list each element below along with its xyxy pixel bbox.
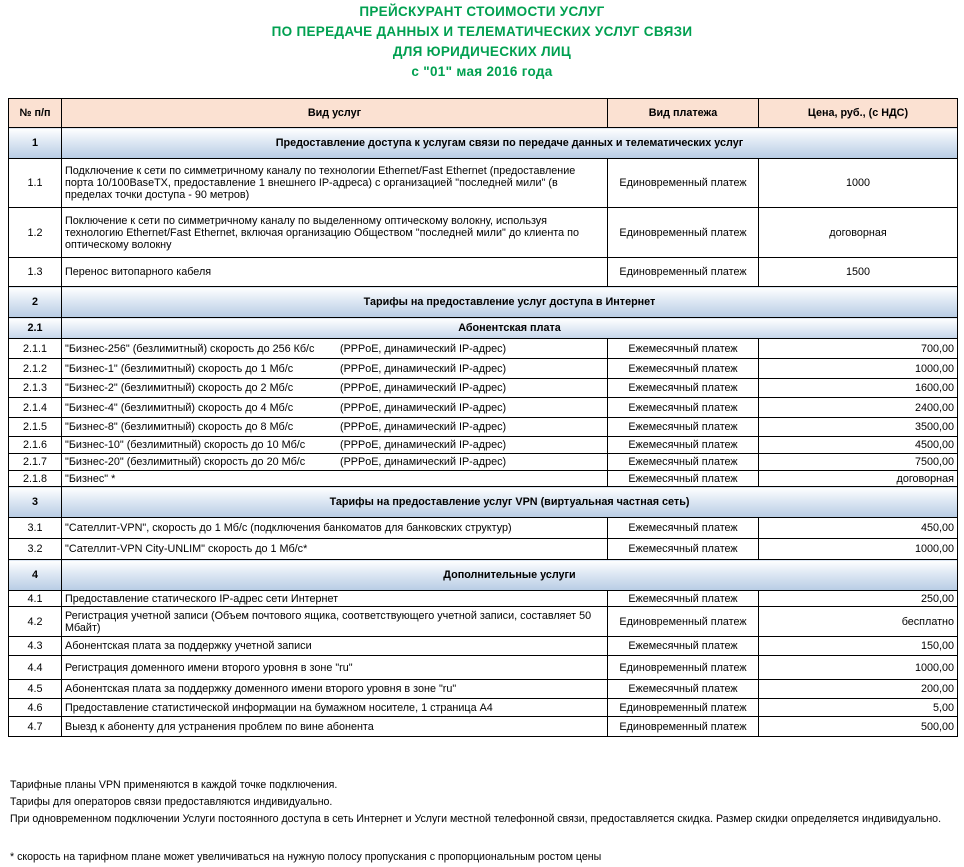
row-service xyxy=(62,591,608,607)
row-service-extra: (PPPoE, динамический IP-адрес) xyxy=(340,362,507,375)
row-price: 2400,00 xyxy=(759,398,958,418)
subsection-row-2-1 xyxy=(9,318,958,339)
row-num: 4.2 xyxy=(9,607,62,637)
section-row-3 xyxy=(9,487,958,518)
row-service xyxy=(62,637,608,656)
row-service xyxy=(62,437,608,454)
title-line-2: ПО ПЕРЕДАЧЕ ДАННЫХ И ТЕЛЕМАТИЧЕСКИХ УСЛУГ СВЯЗИ xyxy=(271,24,693,39)
row-service-extra: (PPPoE, динамический IP-адрес) xyxy=(340,439,507,451)
row-service xyxy=(62,471,608,487)
row-price: 1000,00 xyxy=(759,539,958,560)
row-price: бесплатно xyxy=(759,607,958,637)
row-service: Поключение к сети по симметричному каналу по выделенному оптическому волокну, используя технологию Ethernet/Fast Ethernet, включая организацию Обществом "последней мили" до клиента по оптическому волокну xyxy=(62,208,608,258)
row-service-extra: (PPPoE, динамический IP-адрес) xyxy=(340,401,507,414)
row-num: 2.1.3 xyxy=(9,379,62,398)
section-num: 2.1 xyxy=(9,318,62,339)
row-num: 1.3 xyxy=(9,258,62,287)
row-payment: Ежемесячный платеж xyxy=(608,359,759,379)
table-row xyxy=(9,379,958,398)
row-payment: Ежемесячный платеж xyxy=(608,418,759,437)
row-service xyxy=(62,418,608,437)
row-service-text: "Бизнес-1" (безлимитный) скорость до 1 Мб/с xyxy=(65,362,294,375)
row-num: 2.1.7 xyxy=(9,454,62,471)
row-payment: Ежемесячный платеж xyxy=(608,637,759,656)
row-service xyxy=(62,717,608,737)
row-service-text: Абонентская плата за поддержку учетной записи xyxy=(65,640,312,652)
table-row xyxy=(9,539,958,560)
row-price: 1600,00 xyxy=(759,379,958,398)
row-num: 2.1.6 xyxy=(9,437,62,454)
row-price: договорная xyxy=(759,471,958,487)
row-payment: Ежемесячный платеж xyxy=(608,339,759,359)
section-title: Дополнительные услуги xyxy=(62,560,958,591)
table-row xyxy=(9,159,958,208)
row-payment: Единовременный платеж xyxy=(608,159,759,208)
row-service xyxy=(62,518,608,539)
row-service-text: Регистрация доменного имени второго уровня в зоне "ru" xyxy=(65,661,353,674)
row-price: 450,00 xyxy=(759,518,958,539)
table-row xyxy=(9,591,958,607)
row-service: Подключение к сети по симметричному каналу по технологии Ethernet/Fast Ethernet (предоставление порта 10/100BaseTX, предоставление 1 внешнего IP-адреса) с организацией "последней мили" (в пределах точки доступа - 90 метров) xyxy=(62,159,608,208)
section-num: 3 xyxy=(9,487,62,518)
section-row-1 xyxy=(9,128,958,159)
row-service xyxy=(62,379,608,398)
row-service xyxy=(62,339,608,359)
row-payment: Единовременный платеж xyxy=(608,208,759,258)
note-operators: Тарифы для операторов связи предоставляются индивидуально. xyxy=(10,796,333,808)
row-num: 2.1.2 xyxy=(9,359,62,379)
section-num: 4 xyxy=(9,560,62,591)
row-num: 4.4 xyxy=(9,656,62,680)
table-row xyxy=(9,454,958,471)
row-payment: Единовременный платеж xyxy=(608,717,759,737)
row-price: 7500,00 xyxy=(759,454,958,471)
note-speed: * скорость на тарифном плане может увеличиваться на нужную полосу пропускания с пропорциональным ростом цены xyxy=(10,851,602,863)
row-price: 1000,00 xyxy=(759,656,958,680)
section-num: 1 xyxy=(9,128,62,159)
row-num: 3.2 xyxy=(9,539,62,560)
row-service-text: Предоставление статистической информации на бумажном носителе, 1 страница А4 xyxy=(65,701,493,714)
table-row xyxy=(9,208,958,258)
row-payment: Единовременный платеж xyxy=(608,699,759,717)
row-num: 2.1.8 xyxy=(9,471,62,487)
row-payment: Единовременный платеж xyxy=(608,607,759,637)
row-service-text: "Бизнес-256" (безлимитный) скорость до 256 Кб/с xyxy=(65,342,315,355)
header-payment: Вид платежа xyxy=(608,99,759,128)
row-price: 500,00 xyxy=(759,717,958,737)
table-row xyxy=(9,637,958,656)
table-row xyxy=(9,656,958,680)
header-price: Цена, руб., (с НДС) xyxy=(759,99,958,128)
table-row xyxy=(9,418,958,437)
row-service xyxy=(62,398,608,418)
row-price: 700,00 xyxy=(759,339,958,359)
row-service-text: "Бизнес-4" (безлимитный) скорость до 4 Мб/с xyxy=(65,401,294,414)
section-title: Тарифы на предоставление услуг доступа в Интернет xyxy=(62,287,958,318)
row-num: 2.1.4 xyxy=(9,398,62,418)
row-service xyxy=(62,359,608,379)
row-service-extra: (PPPoE, динамический IP-адрес) xyxy=(340,421,507,433)
section-row-2 xyxy=(9,287,958,318)
row-service-text: "Бизнес-10" (безлимитный) скорость до 10 Мб/с xyxy=(65,439,306,451)
row-service: Перенос витопарного кабеля xyxy=(62,258,608,287)
section-row-4 xyxy=(9,560,958,591)
header-service: Вид услуг xyxy=(62,99,608,128)
row-num: 4.7 xyxy=(9,717,62,737)
row-service xyxy=(62,656,608,680)
row-payment: Ежемесячный платеж xyxy=(608,398,759,418)
row-price: 5,00 xyxy=(759,699,958,717)
row-num: 4.5 xyxy=(9,680,62,699)
row-service-text: Выезд к абоненту для устранения проблем по вине абонента xyxy=(65,720,374,733)
header-num: № п/п xyxy=(9,99,62,128)
row-service-text: "Сателлит-VPN", скорость до 1 Мб/с (подключения банкоматов для банковских структур) xyxy=(65,522,512,534)
row-service-text: "Бизнес" * xyxy=(65,472,116,485)
row-service-text: "Сателлит-VPN City-UNLIM" скорость до 1 Мб/с* xyxy=(65,543,308,555)
row-service-text: "Бизнес-20" (безлимитный) скорость до 20 Мб/с xyxy=(65,456,306,468)
row-price: 250,00 xyxy=(759,591,958,607)
table-row xyxy=(9,437,958,454)
row-num: 3.1 xyxy=(9,518,62,539)
table-row xyxy=(9,680,958,699)
row-service xyxy=(62,454,608,471)
row-price: договорная xyxy=(759,208,958,258)
row-price: 150,00 xyxy=(759,637,958,656)
row-service-text: "Бизнес-2" (безлимитный) скорость до 2 Мб/с xyxy=(65,382,294,394)
row-service-extra: (PPPoE, динамический IP-адрес) xyxy=(340,456,507,468)
table-row xyxy=(9,518,958,539)
row-num: 2.1.1 xyxy=(9,339,62,359)
row-num: 4.1 xyxy=(9,591,62,607)
row-service-text: "Бизнес-8" (безлимитный) скорость до 8 Мб/с xyxy=(65,421,294,433)
row-num: 4.6 xyxy=(9,699,62,717)
table-row xyxy=(9,471,958,487)
row-num: 1.1 xyxy=(9,159,62,208)
row-service xyxy=(62,539,608,560)
table-header xyxy=(9,99,958,128)
row-payment: Единовременный платеж xyxy=(608,258,759,287)
row-service-text: Предоставление статического IP-адрес сети Интернет xyxy=(65,592,339,605)
row-payment: Ежемесячный платеж xyxy=(608,454,759,471)
table-row xyxy=(9,359,958,379)
row-service xyxy=(62,680,608,699)
note-discount: При одновременном подключении Услуги постоянного доступа в сеть Интернет и Услуги местной телефонной связи, предоставляется скидка. Размер скидки определяется индивидуально. xyxy=(10,813,942,825)
table-row xyxy=(9,339,958,359)
row-payment: Ежемесячный платеж xyxy=(608,379,759,398)
table-row xyxy=(9,258,958,287)
row-price: 4500,00 xyxy=(759,437,958,454)
title-line-1: ПРЕЙСКУРАНТ СТОИМОСТИ УСЛУГ xyxy=(359,4,605,19)
title-line-3: ДЛЯ ЮРИДИЧЕСКИХ ЛИЦ xyxy=(392,44,572,59)
row-payment: Ежемесячный платеж xyxy=(608,437,759,454)
row-service-text: Регистрация учетной записи (Объем почтового ящика, соответствующего учетной записи, составляет 50 Мбайт) xyxy=(65,609,592,634)
row-price: 1500 xyxy=(759,258,958,287)
table-row xyxy=(9,607,958,637)
table-row xyxy=(9,717,958,737)
row-service-text: Абонентская плата за поддержку доменного имени второго уровня в зоне "ru" xyxy=(65,683,457,695)
row-price: 3500,00 xyxy=(759,418,958,437)
row-num: 2.1.5 xyxy=(9,418,62,437)
title-line-4: с "01" мая 2016 года xyxy=(411,64,553,79)
row-price: 1000 xyxy=(759,159,958,208)
row-payment: Ежемесячный платеж xyxy=(608,518,759,539)
row-service xyxy=(62,699,608,717)
row-payment: Ежемесячный платеж xyxy=(608,471,759,487)
section-title: Тарифы на предоставление услуг VPN (виртуальная частная сеть) xyxy=(62,487,958,518)
row-price: 1000,00 xyxy=(759,359,958,379)
section-title: Предоставление доступа к услугам связи по передаче данных и телематических услуг xyxy=(62,128,958,159)
section-num: 2 xyxy=(9,287,62,318)
row-payment: Ежемесячный платеж xyxy=(608,680,759,699)
row-num: 4.3 xyxy=(9,637,62,656)
row-payment: Единовременный платеж xyxy=(608,656,759,680)
row-payment: Ежемесячный платеж xyxy=(608,539,759,560)
table-row xyxy=(9,699,958,717)
row-service-extra: (PPPoE, динамический IP-адрес) xyxy=(340,342,507,355)
price-table xyxy=(8,98,958,737)
row-payment: Ежемесячный платеж xyxy=(608,591,759,607)
table-row xyxy=(9,398,958,418)
row-num: 1.2 xyxy=(9,208,62,258)
row-service-extra: (PPPoE, динамический IP-адрес) xyxy=(340,382,507,394)
note-vpn: Тарифные планы VPN применяются в каждой точке подключения. xyxy=(10,779,338,791)
section-title: Абонентская плата xyxy=(62,318,958,339)
row-price: 200,00 xyxy=(759,680,958,699)
row-service xyxy=(62,607,608,637)
